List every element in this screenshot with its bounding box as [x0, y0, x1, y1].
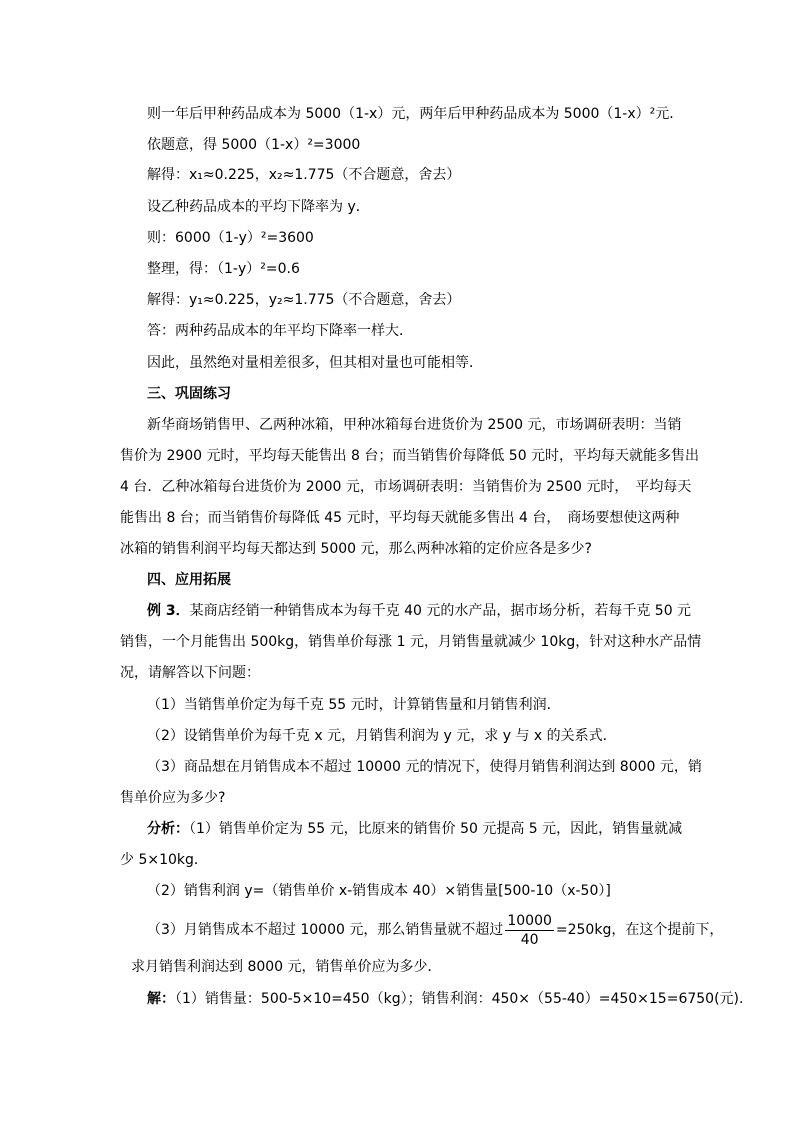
text-line: 因此，虽然绝对量相差很多，但其相对量也可能相等．	[147, 355, 483, 371]
example-label: 例 3．	[147, 603, 190, 619]
example-text: 某商店经销一种销售成本为每千克 40 元的水产品，据市场分析，若每千克 50 元	[189, 603, 692, 619]
analysis-text: （1）销售单价定为 55 元，比原来的销售价 50 元提高 5 元，因此，销售量就减	[189, 821, 683, 837]
paragraph-line: 4 台．乙种冰箱每台进货价为 2000 元，市场调研表明：当销售价为 2500 元时， 平均每天	[120, 479, 692, 495]
paragraph-line: 售价为 2900 元时，平均每天能售出 8 台；而当销售价每降低 50 元时，平均每天就能多售出	[120, 448, 700, 464]
text-line: 解得：x₁≈0.225，x₂≈1.775（不合题意，舍去）	[147, 167, 461, 183]
example-line: 销售，一个月能售出 500kg，销售单价每涨 1 元，月销售量就减少 10kg，针对这种水产品情	[120, 634, 702, 650]
paragraph-line: 新华商场销售甲、乙两种冰箱，甲种冰箱每台进货价为 2500 元，市场调研表明：当销	[147, 417, 682, 433]
analysis-label: 分析：	[147, 821, 189, 837]
fraction-numerator: 10000	[507, 912, 552, 929]
question-line: （2）设销售单价为每千克 x 元，月销售利润为 y 元，求 y 与 x 的关系式．	[147, 728, 617, 744]
section-heading: 三、巩固练习	[147, 386, 231, 402]
text-line: 则一年后甲种药品成本为 5000（1-x）元，两年后甲种药品成本为 5000（1-x）²元．	[147, 106, 684, 122]
analysis-line	[147, 819, 682, 839]
analysis-line: 求月销售利润达到 8000 元，销售单价应为多少．	[131, 959, 442, 975]
fraction	[505, 912, 554, 949]
analysis-line	[147, 910, 723, 950]
text-line: 设乙种药品成本的平均下降率为 y．	[147, 199, 370, 215]
question-line: （3）商品想在月销售成本不超过 10000 元的情况下，使得月销售利润达到 8000 元，销	[147, 759, 702, 775]
analysis-line: 少 5×10kg．	[120, 852, 208, 868]
question-line: 售单价应为多少?	[120, 790, 226, 806]
text-line: 答：两种药品成本的年平均下降率一样大．	[147, 323, 413, 339]
paragraph-line: 能售出 8 台；而当销售价每降低 45 元时，平均每天就能多售出 4 台， 商场要想使这两种	[120, 510, 680, 526]
analysis-text: （3）月销售成本不超过 10000 元，那么销售量就不超过	[147, 922, 504, 938]
analysis-text: =250kg，在这个提前下，	[555, 922, 724, 938]
analysis-line: （2）销售利润 y=（销售单价 x-销售成本 40）×销售量[500-10（x-50）]	[147, 883, 611, 899]
section-heading: 四、应用拓展	[147, 572, 231, 588]
example-line: 况，请解答以下问题：	[120, 665, 260, 681]
example-line	[147, 601, 691, 621]
solution-label: 解：	[147, 991, 175, 1007]
text-line: 则：6000（1-y）²=3600	[147, 230, 314, 246]
solution-text: （1）销售量：500-5×10=450（kg）；销售利润：450×（55-40）=450×15=6750(元).	[175, 991, 744, 1007]
text-line: 解得：y₁≈0.225，y₂≈1.775（不合题意，舍去）	[147, 292, 461, 308]
fraction-denominator: 40	[520, 931, 539, 948]
paragraph-line: 冰箱的销售利润平均每天都达到 5000 元，那么两种冰箱的定价应各是多少?	[120, 541, 592, 557]
text-line: 依题意，得 5000（1-x）²=3000	[147, 137, 361, 153]
question-line: （1）当销售单价定为每千克 55 元时，计算销售量和月销售利润．	[147, 697, 561, 713]
solution-line	[147, 989, 743, 1009]
text-line: 整理，得：（1-y）²=0.6	[147, 261, 300, 277]
